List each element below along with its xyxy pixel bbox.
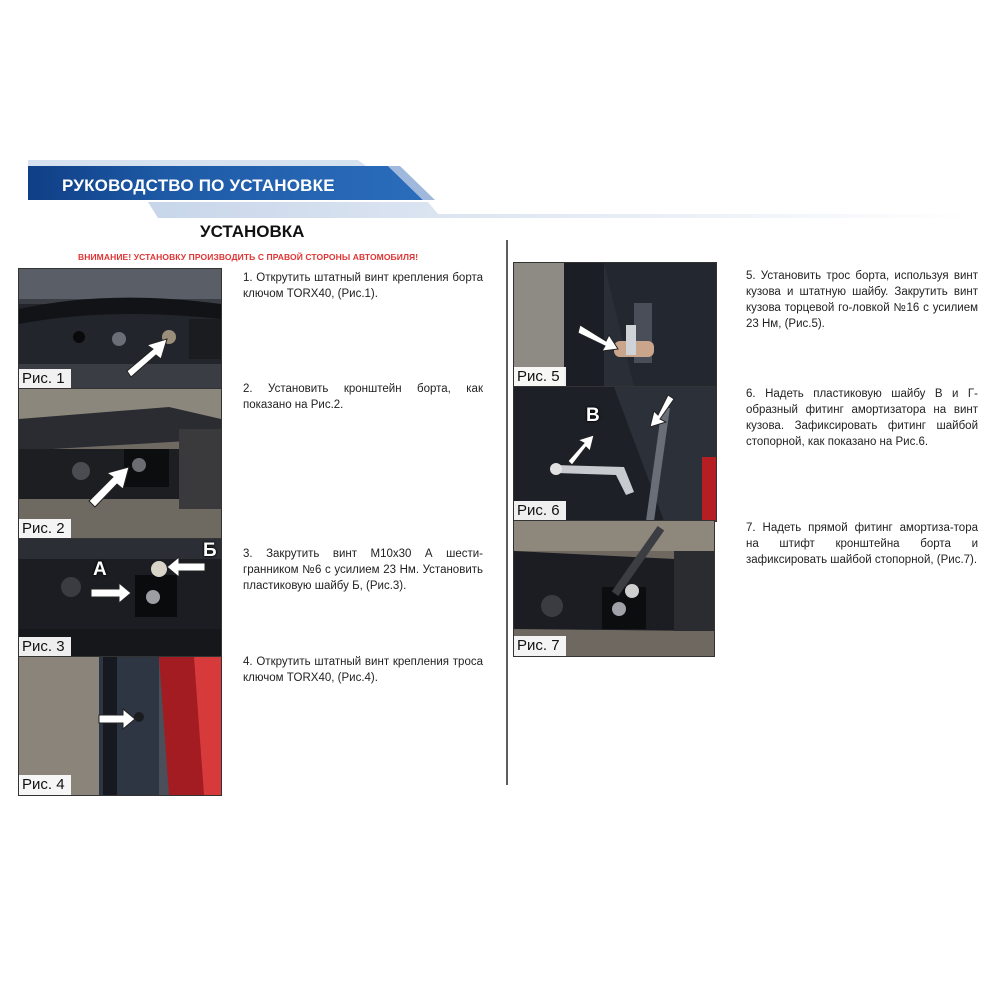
figure-4: [18, 656, 222, 796]
figure-3-marker-a: А: [93, 559, 107, 580]
figure-2-caption: Рис. 2: [19, 519, 71, 539]
figure-3: [18, 538, 222, 658]
figure-6: [513, 386, 717, 522]
figure-7: [513, 520, 715, 657]
figure-2: [18, 388, 222, 540]
figure-5-caption: Рис. 5: [514, 367, 566, 387]
step-5: 5. Установить трос борта, используя винт кузова и штатную шайбу. Закрутить винт кузова торцевой го-ловкой №16 с усилием 23 Нм, (Рис.5).: [746, 270, 978, 330]
column-divider: [506, 240, 508, 785]
figure-2-image: [19, 389, 221, 539]
step-3: 3. Закрутить винт М10х30 А шести-гранником №6 с усилием 23 Нм. Установить пластиковую шайбу Б, (Рис.3).: [243, 548, 483, 592]
figure-1-caption: Рис. 1: [19, 369, 71, 389]
step-1: 1. Открутить штатный винт крепления борта ключом TORX40, (Рис.1).: [243, 272, 483, 300]
step-6: 6. Надеть пластиковую шайбу В и Г-образный фитинг амортизатора на винт кузова. Зафиксировать фитинг шайбой стопорной, как показано на Рис.6.: [746, 388, 978, 448]
figure-1: [18, 268, 222, 390]
step-7: 7. Надеть прямой фитинг амортиза-тора на штифт кронштейна борта и зафиксировать шайбой стопорной, (Рис.7).: [746, 522, 978, 566]
section-title: УСТАНОВКА: [200, 222, 305, 241]
figure-3-caption: Рис. 3: [19, 637, 71, 657]
step-2: 2. Установить кронштейн борта, как показано на Рис.2.: [243, 383, 483, 411]
figure-6-marker-v: В: [586, 405, 600, 426]
banner-title: РУКОВОДСТВО ПО УСТАНОВКЕ: [62, 176, 335, 195]
figure-4-caption: Рис. 4: [19, 775, 71, 795]
figure-5: [513, 262, 717, 388]
figure-3-marker-b: Б: [203, 540, 217, 561]
warning-text: ВНИМАНИЕ! УСТАНОВКУ ПРОИЗВОДИТЬ С ПРАВОЙ СТОРОНЫ АВТОМОБИЛЯ!: [78, 252, 419, 262]
step-4: 4. Открутить штатный винт крепления троса ключом TORX40, (Рис.4).: [243, 656, 483, 684]
figure-7-caption: Рис. 7: [514, 636, 566, 656]
figure-6-caption: Рис. 6: [514, 501, 566, 521]
